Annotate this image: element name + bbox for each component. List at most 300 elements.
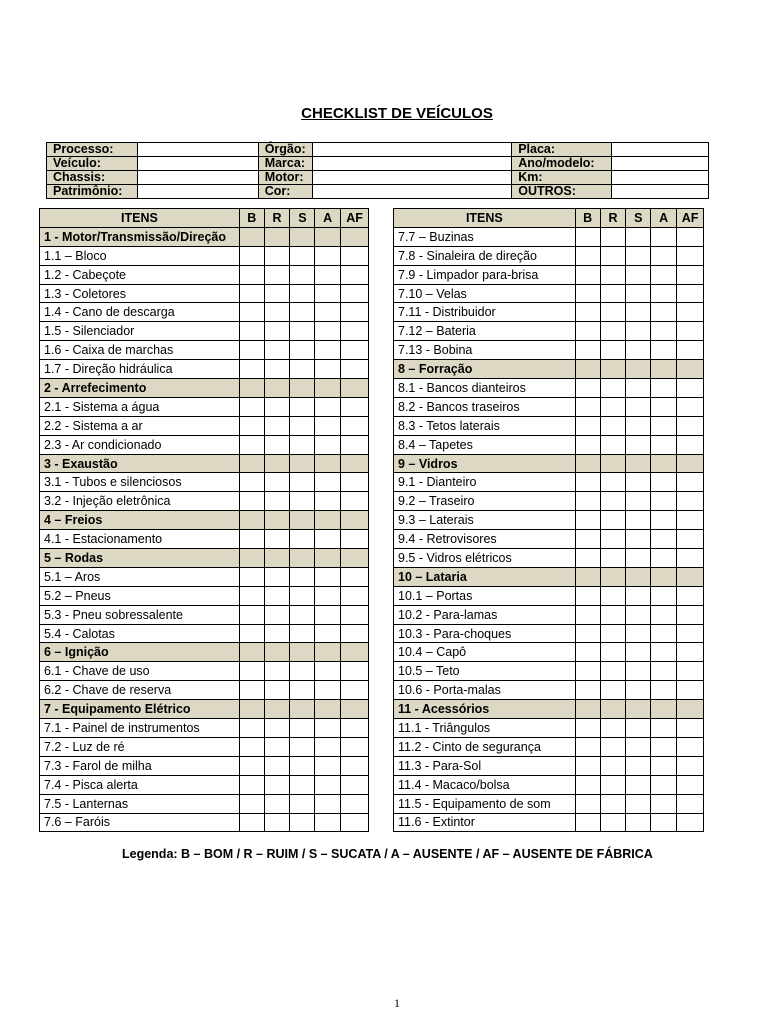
rating-cell[interactable] <box>341 813 369 832</box>
rating-cell[interactable] <box>651 719 677 738</box>
checklist-row <box>394 662 704 681</box>
rating-cell[interactable] <box>264 605 290 624</box>
rating-cell[interactable] <box>600 719 626 738</box>
rating-cell[interactable] <box>600 681 626 700</box>
rating-cell[interactable] <box>341 605 369 624</box>
rating-cell[interactable] <box>677 737 704 756</box>
rating-cell[interactable] <box>264 813 290 832</box>
rating-cell[interactable] <box>239 341 264 360</box>
rating-cell[interactable] <box>651 227 677 246</box>
rating-cell[interactable] <box>239 756 264 775</box>
rating-cell[interactable] <box>264 246 290 265</box>
rating-cell[interactable] <box>677 379 704 398</box>
rating-cell[interactable] <box>651 265 677 284</box>
rating-cell[interactable] <box>600 530 626 549</box>
rating-cell[interactable] <box>290 473 315 492</box>
rating-cell[interactable] <box>677 492 704 511</box>
rating-cell[interactable] <box>264 567 290 586</box>
rating-cell[interactable] <box>677 775 704 794</box>
rating-cell[interactable] <box>315 737 341 756</box>
rating-cell[interactable] <box>651 530 677 549</box>
rating-cell[interactable] <box>600 549 626 568</box>
rating-cell[interactable] <box>626 794 651 813</box>
rating-cell[interactable] <box>239 681 264 700</box>
rating-cell[interactable] <box>239 737 264 756</box>
rating-cell[interactable] <box>315 303 341 322</box>
rating-cell <box>341 511 369 530</box>
info-value-field[interactable] <box>137 157 258 171</box>
rating-cell[interactable] <box>264 473 290 492</box>
section-label: 8 – Forração <box>394 360 576 379</box>
rating-cell[interactable] <box>290 341 315 360</box>
rating-cell[interactable] <box>651 756 677 775</box>
info-value-field[interactable] <box>312 143 512 157</box>
rating-cell[interactable] <box>341 265 369 284</box>
rating-cell[interactable] <box>626 662 651 681</box>
rating-cell[interactable] <box>575 719 600 738</box>
rating-cell[interactable] <box>575 322 600 341</box>
rating-cell[interactable] <box>677 662 704 681</box>
rating-cell[interactable] <box>651 813 677 832</box>
rating-cell[interactable] <box>677 284 704 303</box>
rating-cell[interactable] <box>600 813 626 832</box>
rating-cell[interactable] <box>626 624 651 643</box>
rating-cell[interactable] <box>264 341 290 360</box>
rating-cell[interactable] <box>651 492 677 511</box>
rating-cell[interactable] <box>290 794 315 813</box>
rating-cell[interactable] <box>626 643 651 662</box>
rating-cell[interactable] <box>626 549 651 568</box>
rating-cell[interactable] <box>677 322 704 341</box>
rating-cell[interactable] <box>315 719 341 738</box>
rating-cell[interactable] <box>626 265 651 284</box>
rating-cell[interactable] <box>575 492 600 511</box>
rating-cell[interactable] <box>626 530 651 549</box>
rating-cell[interactable] <box>677 643 704 662</box>
rating-cell[interactable] <box>575 662 600 681</box>
rating-cell[interactable] <box>341 775 369 794</box>
rating-cell[interactable] <box>600 586 626 605</box>
info-value-field[interactable] <box>612 143 709 157</box>
checklist-row <box>394 624 704 643</box>
rating-cell[interactable] <box>677 397 704 416</box>
rating-cell[interactable] <box>315 530 341 549</box>
rating-cell[interactable] <box>290 530 315 549</box>
rating-cell[interactable] <box>290 813 315 832</box>
rating-cell[interactable] <box>626 246 651 265</box>
rating-cell[interactable] <box>575 227 600 246</box>
rating-cell[interactable] <box>600 794 626 813</box>
rating-cell[interactable] <box>264 530 290 549</box>
info-label: Marca: <box>258 157 312 171</box>
rating-cell[interactable] <box>626 397 651 416</box>
rating-cell[interactable] <box>651 473 677 492</box>
rating-cell[interactable] <box>600 303 626 322</box>
rating-cell[interactable] <box>651 549 677 568</box>
rating-cell[interactable] <box>239 794 264 813</box>
rating-cell[interactable] <box>239 775 264 794</box>
rating-cell[interactable] <box>651 586 677 605</box>
rating-cell[interactable] <box>290 681 315 700</box>
item-label: 10.6 - Porta-malas <box>394 681 576 700</box>
rating-cell[interactable] <box>341 492 369 511</box>
rating-cell[interactable] <box>239 473 264 492</box>
rating-cell[interactable] <box>651 416 677 435</box>
rating-cell[interactable] <box>315 662 341 681</box>
rating-cell[interactable] <box>575 265 600 284</box>
section-row <box>394 700 704 719</box>
rating-cell[interactable] <box>290 416 315 435</box>
rating-cell[interactable] <box>341 586 369 605</box>
rating-cell[interactable] <box>290 586 315 605</box>
rating-cell[interactable] <box>264 719 290 738</box>
checklist-row <box>394 473 704 492</box>
rating-cell[interactable] <box>341 662 369 681</box>
rating-cell[interactable] <box>677 624 704 643</box>
rating-cell[interactable] <box>341 624 369 643</box>
rating-cell[interactable] <box>575 435 600 454</box>
rating-cell[interactable] <box>575 511 600 530</box>
rating-cell[interactable] <box>341 681 369 700</box>
rating-cell[interactable] <box>315 492 341 511</box>
rating-cell[interactable] <box>290 492 315 511</box>
rating-cell[interactable] <box>290 737 315 756</box>
rating-cell[interactable] <box>341 435 369 454</box>
rating-cell[interactable] <box>575 379 600 398</box>
rating-cell[interactable] <box>651 284 677 303</box>
rating-cell[interactable] <box>677 681 704 700</box>
rating-cell[interactable] <box>239 246 264 265</box>
rating-cell[interactable] <box>626 379 651 398</box>
rating-cell[interactable] <box>575 586 600 605</box>
rating-cell[interactable] <box>264 681 290 700</box>
rating-cell[interactable] <box>677 227 704 246</box>
rating-cell[interactable] <box>575 643 600 662</box>
rating-cell[interactable] <box>600 605 626 624</box>
rating-cell[interactable] <box>677 511 704 530</box>
rating-cell[interactable] <box>600 435 626 454</box>
rating-cell[interactable] <box>626 341 651 360</box>
rating-cell[interactable] <box>651 435 677 454</box>
rating-cell[interactable] <box>341 756 369 775</box>
rating-cell[interactable] <box>290 265 315 284</box>
vehicle-info-table <box>46 142 709 199</box>
rating-cell[interactable] <box>600 624 626 643</box>
info-value-field[interactable] <box>312 185 512 199</box>
rating-cell[interactable] <box>315 473 341 492</box>
rating-cell[interactable] <box>600 397 626 416</box>
rating-cell[interactable] <box>315 322 341 341</box>
rating-cell[interactable] <box>290 360 315 379</box>
rating-cell[interactable] <box>575 284 600 303</box>
rating-cell[interactable] <box>264 794 290 813</box>
rating-cell[interactable] <box>626 775 651 794</box>
rating-cell[interactable] <box>651 511 677 530</box>
rating-cell[interactable] <box>626 605 651 624</box>
rating-cell[interactable] <box>575 416 600 435</box>
rating-cell[interactable] <box>575 605 600 624</box>
rating-cell[interactable] <box>290 322 315 341</box>
rating-cell[interactable] <box>677 265 704 284</box>
rating-cell[interactable] <box>575 624 600 643</box>
rating-cell[interactable] <box>264 360 290 379</box>
rating-cell[interactable] <box>290 567 315 586</box>
rating-cell[interactable] <box>341 719 369 738</box>
rating-cell[interactable] <box>315 756 341 775</box>
rating-cell[interactable] <box>677 303 704 322</box>
rating-cell[interactable] <box>600 227 626 246</box>
item-label: 3.1 - Tubos e silenciosos <box>40 473 240 492</box>
rating-cell[interactable] <box>239 662 264 681</box>
rating-cell[interactable] <box>651 794 677 813</box>
rating-cell[interactable] <box>239 719 264 738</box>
rating-cell[interactable] <box>626 492 651 511</box>
rating-cell[interactable] <box>315 813 341 832</box>
rating-cell[interactable] <box>626 586 651 605</box>
rating-cell[interactable] <box>264 284 290 303</box>
rating-cell[interactable] <box>315 624 341 643</box>
rating-cell[interactable] <box>677 473 704 492</box>
item-label: 7.7 – Buzinas <box>394 227 576 246</box>
rating-cell[interactable] <box>626 284 651 303</box>
rating-cell[interactable] <box>341 246 369 265</box>
rating-cell[interactable] <box>677 246 704 265</box>
rating-cell[interactable] <box>341 322 369 341</box>
rating-cell[interactable] <box>626 303 651 322</box>
rating-cell[interactable] <box>626 435 651 454</box>
rating-cell[interactable] <box>600 341 626 360</box>
rating-cell[interactable] <box>600 737 626 756</box>
rating-cell[interactable] <box>600 756 626 775</box>
checklist-row <box>394 813 704 832</box>
rating-cell[interactable] <box>600 643 626 662</box>
rating-cell[interactable] <box>677 530 704 549</box>
checklist-row <box>40 473 369 492</box>
rating-cell[interactable] <box>677 794 704 813</box>
rating-cell[interactable] <box>290 397 315 416</box>
rating-cell[interactable] <box>600 265 626 284</box>
rating-cell[interactable] <box>677 341 704 360</box>
rating-cell[interactable] <box>239 322 264 341</box>
rating-cell[interactable] <box>651 397 677 416</box>
rating-cell[interactable] <box>239 416 264 435</box>
checklist-row <box>394 435 704 454</box>
rating-cell[interactable] <box>600 492 626 511</box>
rating-cell[interactable] <box>290 303 315 322</box>
rating-cell[interactable] <box>239 605 264 624</box>
rating-cell[interactable] <box>290 435 315 454</box>
rating-cell[interactable] <box>315 605 341 624</box>
rating-cell[interactable] <box>575 397 600 416</box>
info-value-field[interactable] <box>612 185 709 199</box>
rating-cell[interactable] <box>600 775 626 794</box>
rating-cell <box>315 643 341 662</box>
rating-cell[interactable] <box>575 794 600 813</box>
rating-cell[interactable] <box>651 662 677 681</box>
rating-cell[interactable] <box>315 567 341 586</box>
rating-cell[interactable] <box>239 586 264 605</box>
rating-cell[interactable] <box>651 643 677 662</box>
rating-cell[interactable] <box>264 756 290 775</box>
rating-cell[interactable] <box>651 624 677 643</box>
rating-cell[interactable] <box>290 605 315 624</box>
rating-cell[interactable] <box>626 719 651 738</box>
rating-cell[interactable] <box>239 303 264 322</box>
rating-cell[interactable] <box>626 416 651 435</box>
rating-cell[interactable] <box>651 379 677 398</box>
rating-cell[interactable] <box>575 549 600 568</box>
rating-cell[interactable] <box>264 775 290 794</box>
rating-cell[interactable] <box>290 246 315 265</box>
rating-cell[interactable] <box>677 416 704 435</box>
rating-cell[interactable] <box>575 246 600 265</box>
rating-cell[interactable] <box>264 265 290 284</box>
info-value-field[interactable] <box>137 185 258 199</box>
item-label: 3.2 - Injeção eletrônica <box>40 492 240 511</box>
rating-cell[interactable] <box>575 681 600 700</box>
rating-cell[interactable] <box>264 303 290 322</box>
rating-cell[interactable] <box>315 794 341 813</box>
rating-cell[interactable] <box>341 737 369 756</box>
rating-cell[interactable] <box>341 530 369 549</box>
rating-cell[interactable] <box>315 397 341 416</box>
rating-cell[interactable] <box>600 322 626 341</box>
rating-cell[interactable] <box>600 416 626 435</box>
rating-cell[interactable] <box>315 416 341 435</box>
rating-cell[interactable] <box>239 813 264 832</box>
rating-cell[interactable] <box>264 662 290 681</box>
rating-cell[interactable] <box>651 303 677 322</box>
checklist-row <box>40 246 369 265</box>
rating-cell[interactable] <box>677 586 704 605</box>
rating-cell[interactable] <box>239 284 264 303</box>
rating-cell[interactable] <box>677 435 704 454</box>
rating-cell[interactable] <box>600 379 626 398</box>
rating-cell[interactable] <box>264 322 290 341</box>
rating-cell[interactable] <box>677 719 704 738</box>
rating-cell[interactable] <box>239 492 264 511</box>
rating-cell[interactable] <box>315 341 341 360</box>
rating-cell[interactable] <box>264 435 290 454</box>
rating-cell[interactable] <box>341 794 369 813</box>
rating-cell[interactable] <box>341 284 369 303</box>
rating-cell[interactable] <box>677 756 704 775</box>
rating-cell[interactable] <box>290 719 315 738</box>
rating-cell[interactable] <box>651 681 677 700</box>
rating-cell[interactable] <box>315 265 341 284</box>
rating-cell[interactable] <box>626 227 651 246</box>
rating-cell[interactable] <box>315 284 341 303</box>
rating-cell[interactable] <box>290 662 315 681</box>
section-row <box>40 227 369 246</box>
item-label: 7.12 – Bateria <box>394 322 576 341</box>
rating-cell[interactable] <box>239 265 264 284</box>
rating-cell[interactable] <box>239 567 264 586</box>
rating-cell[interactable] <box>575 473 600 492</box>
info-value-field[interactable] <box>312 157 512 171</box>
info-value-field[interactable] <box>612 171 709 185</box>
rating-cell[interactable] <box>264 586 290 605</box>
info-value-field[interactable] <box>137 143 258 157</box>
rating-cell[interactable] <box>575 775 600 794</box>
rating-cell[interactable] <box>575 530 600 549</box>
rating-cell[interactable] <box>315 681 341 700</box>
rating-cell[interactable] <box>341 360 369 379</box>
rating-cell[interactable] <box>264 624 290 643</box>
rating-cell[interactable] <box>315 775 341 794</box>
rating-cell[interactable] <box>315 586 341 605</box>
rating-cell[interactable] <box>651 605 677 624</box>
rating-cell[interactable] <box>600 246 626 265</box>
rating-cell[interactable] <box>626 473 651 492</box>
rating-cell[interactable] <box>315 246 341 265</box>
rating-cell[interactable] <box>290 624 315 643</box>
rating-cell[interactable] <box>341 397 369 416</box>
rating-cell[interactable] <box>239 530 264 549</box>
rating-cell[interactable] <box>341 473 369 492</box>
rating-cell[interactable] <box>600 511 626 530</box>
rating-cell[interactable] <box>677 605 704 624</box>
rating-cell[interactable] <box>315 435 341 454</box>
rating-cell[interactable] <box>290 756 315 775</box>
rating-cell[interactable] <box>651 737 677 756</box>
rating-cell[interactable] <box>575 341 600 360</box>
rating-cell[interactable] <box>264 416 290 435</box>
checklist-row <box>394 756 704 775</box>
rating-cell[interactable] <box>341 416 369 435</box>
rating-cell[interactable] <box>575 737 600 756</box>
rating-cell <box>315 227 341 246</box>
rating-cell[interactable] <box>575 756 600 775</box>
info-value-field[interactable] <box>612 157 709 171</box>
rating-cell[interactable] <box>290 775 315 794</box>
rating-cell[interactable] <box>341 303 369 322</box>
rating-cell[interactable] <box>239 435 264 454</box>
rating-cell[interactable] <box>600 662 626 681</box>
rating-cell[interactable] <box>626 813 651 832</box>
rating-cell[interactable] <box>264 492 290 511</box>
rating-cell[interactable] <box>239 624 264 643</box>
rating-cell[interactable] <box>677 549 704 568</box>
rating-cell[interactable] <box>626 681 651 700</box>
rating-cell[interactable] <box>626 322 651 341</box>
info-value-field[interactable] <box>312 171 512 185</box>
rating-cell[interactable] <box>626 511 651 530</box>
rating-cell[interactable] <box>600 284 626 303</box>
rating-cell[interactable] <box>677 813 704 832</box>
rating-cell[interactable] <box>651 775 677 794</box>
rating-cell[interactable] <box>341 567 369 586</box>
rating-cell[interactable] <box>600 473 626 492</box>
rating-cell <box>264 700 290 719</box>
rating-cell[interactable] <box>239 360 264 379</box>
rating-cell[interactable] <box>264 737 290 756</box>
rating-cell[interactable] <box>651 322 677 341</box>
rating-cell[interactable] <box>626 756 651 775</box>
rating-cell[interactable] <box>575 813 600 832</box>
rating-cell[interactable] <box>290 284 315 303</box>
rating-cell <box>651 567 677 586</box>
info-value-field[interactable] <box>137 171 258 185</box>
rating-cell[interactable] <box>651 246 677 265</box>
rating-cell[interactable] <box>315 360 341 379</box>
rating-cell[interactable] <box>239 397 264 416</box>
rating-cell[interactable] <box>264 397 290 416</box>
rating-cell[interactable] <box>575 303 600 322</box>
rating-cell[interactable] <box>626 737 651 756</box>
rating-cell[interactable] <box>651 341 677 360</box>
rating-cell[interactable] <box>341 341 369 360</box>
